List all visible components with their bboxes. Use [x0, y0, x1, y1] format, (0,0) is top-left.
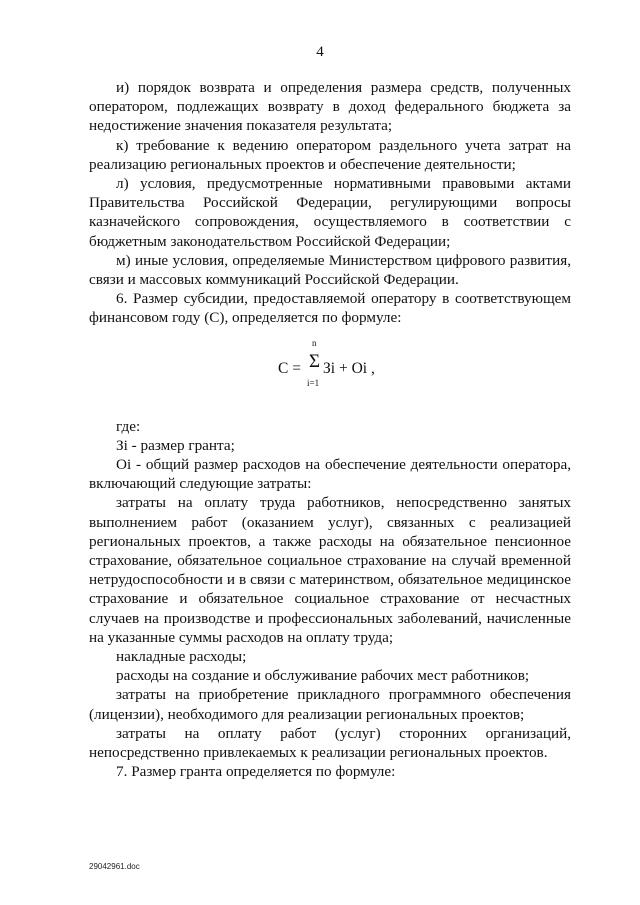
paragraph-where: где: — [116, 417, 141, 435]
paragraph-software: затраты на приобретение прикладного программного обеспечения (лицензии), необходимого для реализации региональных проектов; — [89, 686, 571, 723]
paragraph-definition-o: Оi - общий размер расходов на обеспечение деятельности оператора, включающий следующие затраты: — [89, 456, 571, 493]
paragraph-item-l: л) условия, предусмотренные нормативными правовыми актами Правительства Российской Федерации, регулирующими вопросы казначейского сопровождения, осуществляемого в соответствии с бюджетным законодательством Российской Федерации; — [89, 175, 571, 250]
footer-filename: 29042961.doc — [89, 862, 140, 871]
document-body — [89, 78, 571, 782]
formula-rhs: Зi + Оi , — [323, 359, 375, 377]
paragraph-clause-6: 6. Размер субсидии, предоставляемой оператору в соответствующем финансовом году (С), определяется по формуле: — [89, 290, 571, 327]
paragraph-labor-costs: затраты на оплату труда работников, непосредственно занятых выполнением работ (оказанием услуг), связанных с реализацией региональных проектов, а также расходы на обязательное пенсионное страхование, обязательное социальное страхование на случай временной нетрудоспособности и в связи с материнством, обязательное медицинское страхование и обязательное социальное страхование от несчастных случаев на производстве и профессиональных заболеваний, начисленные на указанные суммы расходов на оплату труда; — [89, 494, 571, 646]
paragraph-workplaces: расходы на создание и обслуживание рабочих мест работников; — [116, 667, 530, 685]
paragraph-clause-7: 7. Размер гранта определяется по формуле: — [116, 763, 396, 781]
paragraph-item-k: к) требование к ведению оператором раздельного учета затрат на реализацию региональных проектов и обеспечение деятельности; — [89, 136, 571, 173]
paragraph-overhead: накладные расходы; — [116, 648, 247, 666]
formula-upper-limit: n — [312, 337, 317, 348]
subsidy-formula — [89, 328, 571, 406]
paragraph-third-party: затраты на оплату работ (услуг) сторонних организаций, непосредственно привлекаемых к реализации региональных проектов. — [89, 724, 571, 762]
paragraph-definition-z: Зi - размер гранта; — [116, 436, 235, 454]
page-number: 4 — [316, 44, 324, 60]
paragraph-item-m: м) иные условия, определяемые Министерством цифрового развития, связи и массовых коммуникаций Российской Федерации. — [89, 251, 571, 289]
formula-sum-sign: Σ — [309, 350, 321, 372]
paragraph-item-i: и) порядок возврата и определения размера средств, полученных оператором, подлежащих возврату в доход федерального бюджета за недостижение значения показателя результата; — [89, 79, 571, 135]
formula-lhs: С = — [278, 359, 301, 377]
formula-lower-limit: i=1 — [307, 377, 320, 388]
